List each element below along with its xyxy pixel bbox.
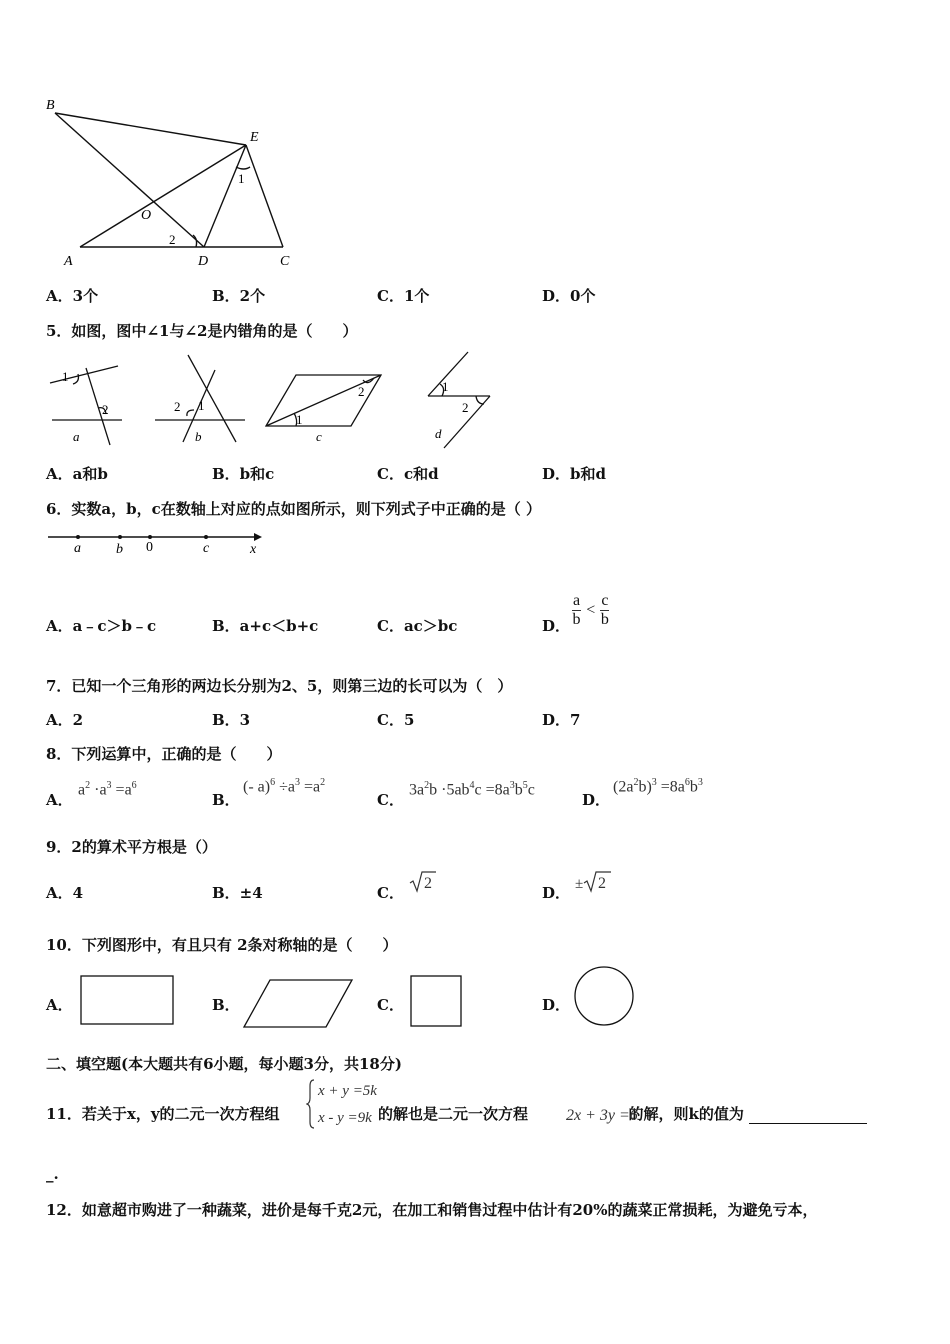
q8-question: 8．下列运算中，正确的是（ ） [46,745,282,763]
q6-option-b[interactable]: B．a+c＜b+c [212,617,319,635]
q8-option-b-expression: (- $a)^6 \div a^3 =a^2$ [243,777,326,796]
q4-triangle-figure [40,95,310,275]
q10-rectangle-shape [80,975,176,1027]
q5-fig-c-label: c [316,429,322,444]
q5-figures [40,350,510,450]
angle-1-label: 1 [238,171,245,186]
q5d-angle-2: 2 [462,400,469,415]
q10-circle-shape [572,964,636,1028]
q8-option-d[interactable]: D． [582,791,611,809]
q5-option-b[interactable]: B．b和c [212,465,275,483]
axis-label-b: b [116,542,123,557]
q7-option-b[interactable]: B．3 [212,711,251,729]
svg-text:x - y =9k: x - y =9k [318,1110,372,1126]
axis-label-x: x [250,542,257,557]
q9-question: 9．2的算术平方根是（） [46,838,217,856]
sqrt-radicand-c: 2 [424,875,432,892]
q9-option-c[interactable]: C． [377,884,404,902]
q5b-angle-1: 1 [198,398,205,413]
q5c-angle-1: 1 [296,412,303,427]
q7-option-d[interactable]: D．7 [542,711,581,729]
q8-option-c[interactable]: C． [377,791,404,809]
q9-option-a[interactable]: A．4 [46,884,84,902]
frac2-num: c [601,592,609,609]
q7-question: 7．已知一个三角形的两边长分别为2、5，则第三边的长可以为（ ） [46,677,513,695]
q4-option-a[interactable]: A．3个 [46,287,99,305]
label-D: D [198,254,209,269]
q4-option-c[interactable]: C．1个 [377,287,430,305]
axis-label-a: a [74,541,81,556]
q11-tail: _. [46,1165,59,1183]
angle-2-label: 2 [169,232,176,247]
q6-option-d-expression [572,592,609,629]
q12-question: 12．如意超市购进了一种蔬菜，进价是每千克2元，在加工和销售过程中估计有20%的蔬菜正常损耗，为避免亏本， [46,1201,818,1219]
q11-question [46,1103,867,1124]
section-2-heading: 二、填空题(本大题共有6小题，每小题3分，共18分) [46,1055,402,1073]
svg-text:x + y =5k: x + y =5k [318,1083,377,1099]
q5-fig-a-label: a [73,429,80,444]
q7-option-a[interactable]: A．2 [46,711,84,729]
q10-option-d[interactable]: D． [542,996,571,1014]
q5d-angle-1: 1 [442,379,449,394]
axis-label-zero: 0 [146,540,153,555]
q11-answer-blank[interactable] [749,1109,867,1124]
less-than-sign: < [586,601,596,619]
plus-minus-sign: ± [575,876,584,892]
q6-option-a[interactable]: A．a﹣c＞b﹣c [46,617,157,635]
q5-fig-d-label: d [435,426,442,441]
q5-option-a[interactable]: A．a和b [46,465,108,483]
q4-option-b[interactable]: B．2个 [212,287,266,305]
frac1-den: b [572,611,581,628]
q8-option-a[interactable]: A． [46,791,73,809]
q10-option-b[interactable]: B． [212,996,240,1014]
label-A: A [64,254,73,269]
q10-option-c[interactable]: C． [377,996,404,1014]
q9-option-b[interactable]: B．±4 [212,884,263,902]
label-C: C [280,254,290,269]
q7-option-c[interactable]: C．5 [377,711,415,729]
q8-option-b[interactable]: B． [212,791,240,809]
q9-option-d-pm-sqrt [574,870,614,894]
q9-option-d[interactable]: D． [542,884,571,902]
q10-parallelogram-shape [242,978,356,1030]
q11-text-pre: 11．若关于x，y的二元一次方程组 [46,1105,280,1123]
frac2-den: b [600,611,609,628]
q5c-angle-2: 2 [358,384,365,399]
q6-question: 6．实数a，b，c在数轴上对应的点如图所示，则下列式子中正确的是（ ） [46,500,542,518]
axis-label-c: c [203,541,210,556]
label-E: E [250,130,259,145]
q9-option-c-sqrt [408,870,438,894]
q6-number-line [40,525,270,565]
q5b-angle-2: 2 [174,399,181,414]
q10-square-shape [410,975,464,1029]
q5-question: 5．如图，图中∠1与∠2是内错角的是（ ） [46,322,358,340]
label-O: O [141,208,152,223]
q10-option-a[interactable]: A． [46,996,73,1014]
q11-equation-system [306,1076,398,1132]
q11-equation: 2x + 3y =6 [566,1107,638,1124]
q5-fig-b-label: b [195,429,202,444]
label-B: B [46,98,55,113]
q6-option-d[interactable]: D． [542,617,571,635]
q10-question: 10．下列图形中，有且只有 2条对称轴的是（ ） [46,936,398,954]
q8-option-c-expression: $3a^2b \cdot 5ab^4c =8a^3b^5c$ [409,780,535,799]
q6-option-c[interactable]: C．ac＞bc [377,617,458,635]
q4-option-d[interactable]: D．0个 [542,287,596,305]
q5-option-c[interactable]: C．c和d [377,465,439,483]
q11-text-post: 的解，则k的值为 [628,1105,744,1123]
q8-option-a-expression: $a^2 \cdot a^3 =a^6$ [78,780,137,799]
sqrt-radicand-d: 2 [598,875,606,892]
q5a-angle-2: 2 [102,402,109,417]
frac1-num: a [573,592,581,609]
q5-option-d[interactable]: D．b和d [542,465,606,483]
q5a-angle-1: 1 [62,369,69,384]
q11-text-mid: 的解也是二元一次方程 [378,1105,529,1123]
q8-option-d-expression: $(2a^2b)^3 =8a^6b^3$ [613,777,703,796]
